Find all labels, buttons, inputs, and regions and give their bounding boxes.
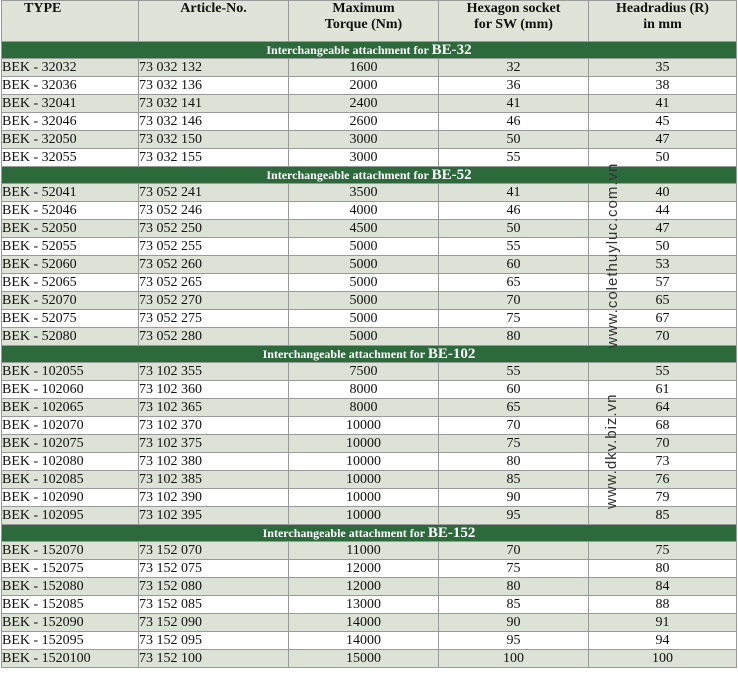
cell-article-no: 73 102 385 (139, 471, 289, 489)
cell-article-no: 73 102 355 (139, 363, 289, 381)
section-prefix: Interchangeable attachment for (262, 526, 425, 540)
table-row (2, 614, 737, 632)
cell-headradius: 45 (589, 113, 737, 131)
cell-article-no: 73 102 365 (139, 399, 289, 417)
table-row (2, 328, 737, 346)
cell-article-no: 73 052 250 (139, 220, 289, 238)
cell-article-no: 73 032 150 (139, 131, 289, 149)
cell-max-torque: 3500 (289, 184, 439, 202)
cell-max-torque: 10000 (289, 435, 439, 453)
cell-article-no: 73 032 136 (139, 77, 289, 95)
cell-type: BEK - 52075 (2, 310, 139, 328)
cell-max-torque: 3000 (289, 131, 439, 149)
cell-max-torque: 15000 (289, 650, 439, 668)
cell-max-torque: 10000 (289, 507, 439, 525)
cell-socket-sw: 75 (439, 435, 589, 453)
header-article-no: Article-No. (139, 1, 289, 42)
cell-socket-sw: 50 (439, 131, 589, 149)
cell-type: BEK - 52070 (2, 292, 139, 310)
cell-socket-sw: 70 (439, 292, 589, 310)
cell-max-torque: 14000 (289, 614, 439, 632)
cell-type: BEK - 52046 (2, 202, 139, 220)
table-row (2, 435, 737, 453)
cell-max-torque: 4500 (289, 220, 439, 238)
cell-type: BEK - 52060 (2, 256, 139, 274)
cell-headradius: 41 (589, 95, 737, 113)
cell-max-torque: 8000 (289, 381, 439, 399)
table-row (2, 310, 737, 328)
cell-type: BEK - 52041 (2, 184, 139, 202)
table-row (2, 59, 737, 77)
cell-socket-sw: 55 (439, 238, 589, 256)
cell-article-no: 73 052 246 (139, 202, 289, 220)
header-hexagon-socket: Hexagon socket for SW (mm) (439, 1, 589, 42)
cell-socket-sw: 65 (439, 399, 589, 417)
section-prefix: Interchangeable attachment for (262, 347, 425, 361)
cell-max-torque: 14000 (289, 632, 439, 650)
cell-type: BEK - 32041 (2, 95, 139, 113)
cell-socket-sw: 90 (439, 489, 589, 507)
table-row (2, 417, 737, 435)
cell-headradius: 40 (589, 184, 737, 202)
table-row (2, 453, 737, 471)
cell-socket-sw: 46 (439, 113, 589, 131)
table-row (2, 489, 737, 507)
cell-headradius: 94 (589, 632, 737, 650)
cell-socket-sw: 70 (439, 542, 589, 560)
cell-headradius: 44 (589, 202, 737, 220)
cell-headradius: 70 (589, 328, 737, 346)
cell-max-torque: 2400 (289, 95, 439, 113)
cell-article-no: 73 152 100 (139, 650, 289, 668)
cell-headradius: 47 (589, 220, 737, 238)
cell-headradius: 80 (589, 560, 737, 578)
cell-socket-sw: 80 (439, 453, 589, 471)
section-model: BE-152 (427, 525, 476, 541)
cell-socket-sw: 36 (439, 77, 589, 95)
cell-max-torque: 5000 (289, 238, 439, 256)
watermark-dkv: www.dkv.biz.vn (603, 393, 620, 509)
cell-article-no: 73 052 280 (139, 328, 289, 346)
cell-headradius: 38 (589, 77, 737, 95)
spec-table (1, 0, 737, 668)
cell-socket-sw: 80 (439, 578, 589, 596)
table-row (2, 632, 737, 650)
cell-headradius: 84 (589, 578, 737, 596)
cell-headradius: 53 (589, 256, 737, 274)
cell-article-no: 73 032 132 (139, 59, 289, 77)
cell-socket-sw: 80 (439, 328, 589, 346)
cell-type: BEK - 102060 (2, 381, 139, 399)
cell-headradius: 68 (589, 417, 737, 435)
cell-type: BEK - 152070 (2, 542, 139, 560)
table-row (2, 596, 737, 614)
cell-max-torque: 5000 (289, 256, 439, 274)
cell-type: BEK - 102080 (2, 453, 139, 471)
table-row (2, 507, 737, 525)
cell-max-torque: 12000 (289, 578, 439, 596)
table-header (2, 1, 737, 42)
cell-article-no: 73 102 360 (139, 381, 289, 399)
table-row (2, 399, 737, 417)
section-model: BE-32 (431, 42, 472, 58)
table-row (2, 131, 737, 149)
cell-type: BEK - 152090 (2, 614, 139, 632)
cell-max-torque: 10000 (289, 489, 439, 507)
cell-max-torque: 5000 (289, 328, 439, 346)
watermark-colethuyluc: www.colethuyluc.com.vn (604, 162, 621, 348)
cell-headradius: 91 (589, 614, 737, 632)
cell-article-no: 73 032 141 (139, 95, 289, 113)
cell-max-torque: 5000 (289, 310, 439, 328)
cell-headradius: 100 (589, 650, 737, 668)
section-header (2, 42, 737, 59)
cell-max-torque: 4000 (289, 202, 439, 220)
cell-max-torque: 1600 (289, 59, 439, 77)
header-headradius: Headradius (R) in mm (589, 1, 737, 42)
cell-article-no: 73 052 265 (139, 274, 289, 292)
table-row (2, 220, 737, 238)
table-body (2, 42, 737, 668)
table-row (2, 77, 737, 95)
cell-headradius: 88 (589, 596, 737, 614)
header-max-torque: Maximum Torque (Nm) (289, 1, 439, 42)
cell-type: BEK - 152075 (2, 560, 139, 578)
cell-headradius: 50 (589, 149, 737, 167)
cell-socket-sw: 60 (439, 381, 589, 399)
table-row (2, 95, 737, 113)
cell-article-no: 73 152 080 (139, 578, 289, 596)
table-row (2, 381, 737, 399)
cell-type: BEK - 52050 (2, 220, 139, 238)
section-prefix: Interchangeable attachment for (266, 43, 429, 57)
cell-type: BEK - 102065 (2, 399, 139, 417)
cell-article-no: 73 152 090 (139, 614, 289, 632)
cell-socket-sw: 100 (439, 650, 589, 668)
cell-type: BEK - 152080 (2, 578, 139, 596)
cell-headradius: 50 (589, 238, 737, 256)
cell-max-torque: 10000 (289, 453, 439, 471)
cell-article-no: 73 102 375 (139, 435, 289, 453)
cell-socket-sw: 75 (439, 560, 589, 578)
table-row (2, 471, 737, 489)
cell-headradius: 76 (589, 471, 737, 489)
table-row (2, 149, 737, 167)
cell-headradius: 65 (589, 292, 737, 310)
cell-article-no: 73 102 395 (139, 507, 289, 525)
section-header (2, 346, 737, 363)
table-row (2, 113, 737, 131)
cell-article-no: 73 052 275 (139, 310, 289, 328)
cell-max-torque: 7500 (289, 363, 439, 381)
cell-article-no: 73 052 241 (139, 184, 289, 202)
cell-socket-sw: 55 (439, 363, 589, 381)
cell-article-no: 73 052 270 (139, 292, 289, 310)
cell-socket-sw: 41 (439, 184, 589, 202)
cell-socket-sw: 41 (439, 95, 589, 113)
cell-article-no: 73 052 260 (139, 256, 289, 274)
cell-article-no: 73 102 390 (139, 489, 289, 507)
section-model: BE-52 (431, 167, 472, 183)
cell-article-no: 73 152 095 (139, 632, 289, 650)
table-row (2, 560, 737, 578)
table-row (2, 274, 737, 292)
section-title (2, 525, 737, 542)
cell-max-torque: 12000 (289, 560, 439, 578)
cell-headradius: 67 (589, 310, 737, 328)
cell-article-no: 73 032 155 (139, 149, 289, 167)
section-prefix: Interchangeable attachment for (266, 168, 429, 182)
cell-article-no: 73 152 070 (139, 542, 289, 560)
cell-headradius: 47 (589, 131, 737, 149)
cell-max-torque: 5000 (289, 292, 439, 310)
cell-type: BEK - 32055 (2, 149, 139, 167)
cell-article-no: 73 052 255 (139, 238, 289, 256)
cell-type: BEK - 102055 (2, 363, 139, 381)
cell-type: BEK - 152095 (2, 632, 139, 650)
cell-socket-sw: 75 (439, 310, 589, 328)
cell-max-torque: 10000 (289, 471, 439, 489)
cell-socket-sw: 55 (439, 149, 589, 167)
cell-socket-sw: 60 (439, 256, 589, 274)
cell-socket-sw: 95 (439, 632, 589, 650)
table-row (2, 542, 737, 560)
cell-type: BEK - 32050 (2, 131, 139, 149)
cell-type: BEK - 102070 (2, 417, 139, 435)
cell-article-no: 73 152 075 (139, 560, 289, 578)
cell-article-no: 73 032 146 (139, 113, 289, 131)
cell-socket-sw: 85 (439, 471, 589, 489)
cell-max-torque: 3000 (289, 149, 439, 167)
cell-socket-sw: 32 (439, 59, 589, 77)
table-row (2, 650, 737, 668)
cell-type: BEK - 102095 (2, 507, 139, 525)
section-header (2, 525, 737, 542)
cell-headradius: 57 (589, 274, 737, 292)
cell-type: BEK - 102075 (2, 435, 139, 453)
cell-socket-sw: 46 (439, 202, 589, 220)
table-row (2, 238, 737, 256)
table-row (2, 578, 737, 596)
section-model: BE-102 (427, 346, 476, 362)
cell-socket-sw: 95 (439, 507, 589, 525)
cell-max-torque: 13000 (289, 596, 439, 614)
cell-headradius: 61 (589, 381, 737, 399)
cell-type: BEK - 152085 (2, 596, 139, 614)
cell-type: BEK - 1520100 (2, 650, 139, 668)
cell-article-no: 73 102 370 (139, 417, 289, 435)
cell-type: BEK - 32046 (2, 113, 139, 131)
cell-socket-sw: 85 (439, 596, 589, 614)
cell-type: BEK - 32032 (2, 59, 139, 77)
cell-headradius: 85 (589, 507, 737, 525)
cell-socket-sw: 50 (439, 220, 589, 238)
section-title (2, 42, 737, 59)
cell-type: BEK - 102090 (2, 489, 139, 507)
cell-type: BEK - 52080 (2, 328, 139, 346)
cell-max-torque: 11000 (289, 542, 439, 560)
cell-headradius: 70 (589, 435, 737, 453)
cell-max-torque: 10000 (289, 417, 439, 435)
cell-headradius: 35 (589, 59, 737, 77)
cell-article-no: 73 102 380 (139, 453, 289, 471)
cell-headradius: 79 (589, 489, 737, 507)
header-type: TYPE (2, 1, 139, 42)
table-row (2, 184, 737, 202)
table-row (2, 256, 737, 274)
table-row (2, 292, 737, 310)
cell-headradius: 75 (589, 542, 737, 560)
cell-headradius: 73 (589, 453, 737, 471)
table-row (2, 363, 737, 381)
cell-type: BEK - 102085 (2, 471, 139, 489)
section-title (2, 346, 737, 363)
cell-max-torque: 8000 (289, 399, 439, 417)
cell-max-torque: 2000 (289, 77, 439, 95)
cell-headradius: 64 (589, 399, 737, 417)
cell-article-no: 73 152 085 (139, 596, 289, 614)
cell-socket-sw: 90 (439, 614, 589, 632)
cell-type: BEK - 52065 (2, 274, 139, 292)
section-header (2, 167, 737, 184)
cell-socket-sw: 70 (439, 417, 589, 435)
cell-type: BEK - 32036 (2, 77, 139, 95)
table-row (2, 202, 737, 220)
cell-type: BEK - 52055 (2, 238, 139, 256)
cell-max-torque: 2600 (289, 113, 439, 131)
cell-max-torque: 5000 (289, 274, 439, 292)
cell-headradius: 55 (589, 363, 737, 381)
cell-socket-sw: 65 (439, 274, 589, 292)
section-title (2, 167, 737, 184)
